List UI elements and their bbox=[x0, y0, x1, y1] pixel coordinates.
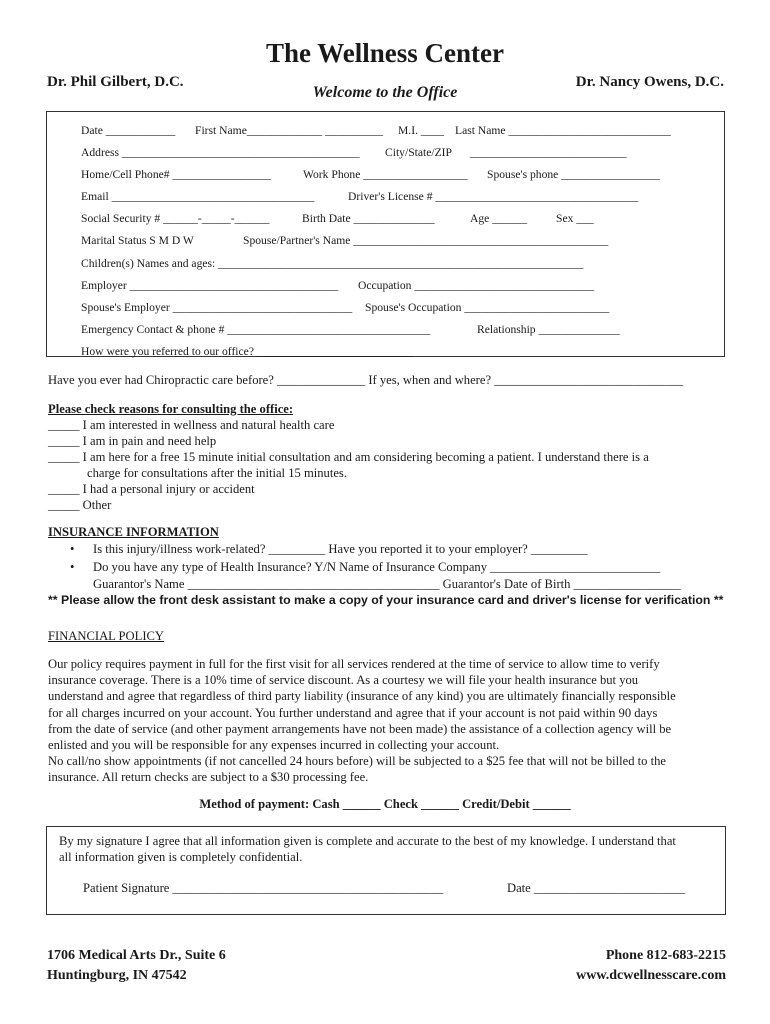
spouse-phone-field[interactable]: Spouse's phone _________________ bbox=[487, 168, 660, 181]
insurance-heading: INSURANCE INFORMATION bbox=[48, 525, 219, 539]
page-title: The Wellness Center bbox=[266, 38, 504, 68]
policy-line: from the date of service (and other payment arrangements have not been made) the assistance of a collection agency will be bbox=[48, 721, 672, 736]
signature-agreement-line1: By my signature I agree that all information given is complete and accurate to the best of my knowledge. I understand that bbox=[59, 834, 676, 848]
policy-line: enlisted and you will be responsible for any expenses incurred in collecting your account. bbox=[48, 738, 500, 753]
reason-consultation[interactable]: _____ I am here for a free 15 minute initial consultation and am considering becoming a patient. I understand there is a bbox=[48, 450, 649, 464]
patient-signature-field[interactable]: Patient Signature ___________________________________________ bbox=[83, 881, 444, 895]
last-name-field[interactable]: Last Name ____________________________ bbox=[455, 124, 671, 137]
reason-consultation-cont: charge for consultations after the initial 15 minutes. bbox=[87, 466, 347, 480]
signature-agreement-line2: all information given is completely confidential. bbox=[59, 850, 303, 864]
employer-field[interactable]: Employer ____________________________________ bbox=[81, 279, 339, 292]
reason-other[interactable]: _____ Other bbox=[48, 498, 112, 512]
financial-heading: FINANCIAL POLICY bbox=[48, 629, 165, 643]
bullet-icon: • bbox=[70, 560, 75, 574]
reason-injury[interactable]: _____ I had a personal injury or accident bbox=[48, 482, 255, 496]
spouse-employer-field[interactable]: Spouse's Employer _______________________________ bbox=[81, 301, 353, 314]
doctor-right: Dr. Nancy Owens, D.C. bbox=[575, 74, 724, 90]
middle-initial-field[interactable]: M.I. ____ bbox=[398, 124, 445, 137]
policy-line: for all charges incurred on your account. You further understand and agree that if your account is not paid within 90 days bbox=[48, 705, 658, 720]
address-field[interactable]: Address _________________________________________ bbox=[81, 146, 360, 159]
emergency-contact-field[interactable]: Emergency Contact & phone # ___________________________________ bbox=[81, 323, 431, 336]
spouse-occupation-field[interactable]: Spouse's Occupation _________________________ bbox=[365, 301, 610, 314]
reason-pain[interactable]: _____ I am in pain and need help bbox=[48, 434, 217, 448]
referral-field[interactable]: How were you referred to our office? ___________________________ bbox=[81, 345, 414, 358]
patient-info-box bbox=[46, 111, 725, 357]
insurance-card-notice: ** Please allow the front desk assistant to make a copy of your insurance card and driver's license for verification ** bbox=[48, 593, 724, 607]
reason-wellness[interactable]: _____ I am interested in wellness and natural health care bbox=[48, 418, 335, 432]
email-field[interactable]: Email ___________________________________ bbox=[81, 190, 315, 203]
footer-address-line2: Huntingburg, IN 47542 bbox=[47, 968, 187, 983]
age-field[interactable]: Age ______ bbox=[470, 212, 527, 225]
doctor-left: Dr. Phil Gilbert, D.C. bbox=[47, 74, 184, 90]
signature-date-field[interactable]: Date ________________________ bbox=[507, 881, 686, 895]
children-field[interactable]: Children(s) Names and ages: _______________________________________________________________ bbox=[81, 257, 584, 270]
first-name-field[interactable]: First Name_____________ __________ bbox=[195, 124, 384, 137]
sex-field[interactable]: Sex ___ bbox=[556, 212, 594, 225]
guarantor-field[interactable]: Guarantor's Name ________________________________________ Guarantor's Date of Birth _________________ bbox=[93, 577, 681, 591]
marital-status-field[interactable]: Marital Status S M D W bbox=[81, 234, 194, 247]
policy-line: understand and agree that regardless of third party liability (insurance of any kind) you are ultimately financially responsible bbox=[48, 689, 676, 704]
relationship-field[interactable]: Relationship ______________ bbox=[477, 323, 620, 336]
date-field[interactable]: Date ____________ bbox=[81, 124, 176, 137]
footer-website[interactable]: www.dcwellnesscare.com bbox=[576, 968, 726, 983]
footer-phone: Phone 812-683-2215 bbox=[605, 948, 726, 963]
policy-line: insurance. All return checks are subject to a $30 processing fee. bbox=[48, 770, 369, 785]
welcome-subtitle: Welcome to the Office bbox=[312, 84, 458, 101]
ssn-field[interactable]: Social Security # ______-_____-______ bbox=[81, 212, 270, 225]
drivers-license-field[interactable]: Driver's License # ___________________________________ bbox=[348, 190, 639, 203]
spouse-name-field[interactable]: Spouse/Partner's Name ____________________________________________ bbox=[243, 234, 609, 247]
work-phone-field[interactable]: Work Phone __________________ bbox=[303, 168, 468, 181]
city-state-zip-field[interactable]: ___________________________ bbox=[470, 146, 627, 159]
chiro-care-question[interactable]: Have you ever had Chiropractic care before? ______________ If yes, when and where? ______________________________ bbox=[48, 373, 684, 387]
bullet-icon: • bbox=[70, 542, 75, 556]
policy-line: No call/no show appointments (if not cancelled 24 hours before) will be subjected to a $25 fee that will not be billed to the bbox=[48, 754, 666, 769]
birth-date-field[interactable]: Birth Date ______________ bbox=[302, 212, 435, 225]
work-related-question[interactable]: Is this injury/illness work-related? _________ Have you reported it to your employer? _________ bbox=[93, 542, 588, 556]
reasons-heading: Please check reasons for consulting the office: bbox=[48, 402, 294, 416]
health-insurance-question[interactable]: Do you have any type of Health Insurance? Y/N Name of Insurance Company ___________________________ bbox=[93, 560, 661, 574]
payment-method[interactable]: Method of payment: Cash ______ Check ______ Credit/Debit ______ bbox=[199, 797, 571, 811]
signature-box bbox=[46, 826, 726, 915]
home-phone-field[interactable]: Home/Cell Phone# _________________ bbox=[81, 168, 272, 181]
occupation-field[interactable]: Occupation _______________________________ bbox=[358, 279, 595, 292]
city-state-zip-label: City/State/ZIP bbox=[385, 146, 452, 159]
policy-line: Our policy requires payment in full for the first visit for all services rendered at the time of service to allow time to verify bbox=[48, 657, 660, 671]
policy-line: insurance coverage. There is a 10% time of service discount. As a courtesy we will file your health insurance but you bbox=[48, 673, 639, 688]
footer-address-line1: 1706 Medical Arts Dr., Suite 6 bbox=[47, 948, 226, 963]
financial-policy-text bbox=[48, 656, 728, 786]
